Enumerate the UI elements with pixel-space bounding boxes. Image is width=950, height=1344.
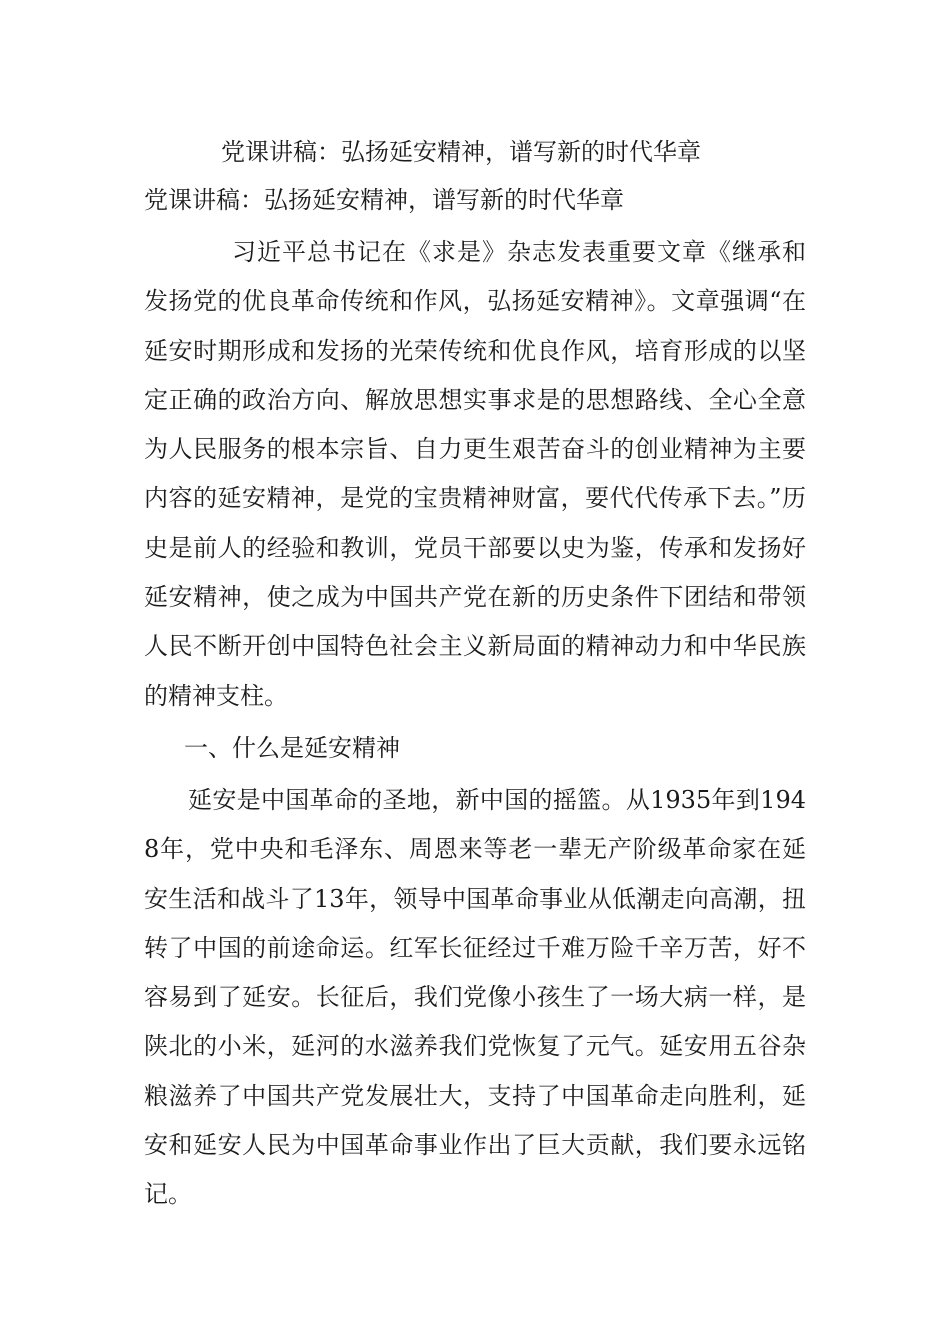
- section-heading-what-is-yanan-spirit: 一、什么是延安精神: [184, 734, 400, 762]
- paragraph-yanan-history: 延安是中国革命的圣地，新中国的摇篮。从1935年到1948年，党中央和毛泽东、周恩来等老一辈无产阶级革命家在延安生活和战斗了13年，领导中国革命事业从低潮走向高潮，扭转了中国的前途命运。红军长征经过千难万险千辛万苦，好不容易到了延安。长征后，我们党像小孩生了一场大病一样，是陕北的小米，延河的水滋养我们党恢复了元气。延安用五谷杂粮滋养了中国共产党发展壮大，支持了中国革命走向胜利，延安和延安人民为中国革命事业作出了巨大贡献，我们要永远铭记。: [144, 786, 806, 1209]
- document-title-centered: 党课讲稿：弘扬延安精神，谱写新的时代华章: [221, 138, 701, 166]
- paragraph-intro: 习近平总书记在《求是》杂志发表重要文章《继承和发扬党的优良革命传统和作风，弘扬延安精神》。文章强调“在延安时期形成和发扬的光荣传统和优良作风，培育形成的以坚定正确的政治方向、解放思想实事求是的思想路线、全心全意为人民服务的根本宗旨、自力更生艰苦奋斗的创业精神为主要内容的延安精神，是党的宝贵精神财富，要代代传承下去。”历史是前人的经验和教训，党员干部要以史为鉴，传承和发扬好延安精神，使之成为中国共产党在新的历史条件下团结和带领人民不断开创中国特色社会主义新局面的精神动力和中华民族的精神支柱。: [144, 238, 806, 710]
- document-title-repeated: 党课讲稿：弘扬延安精神，谱写新的时代华章: [144, 186, 624, 214]
